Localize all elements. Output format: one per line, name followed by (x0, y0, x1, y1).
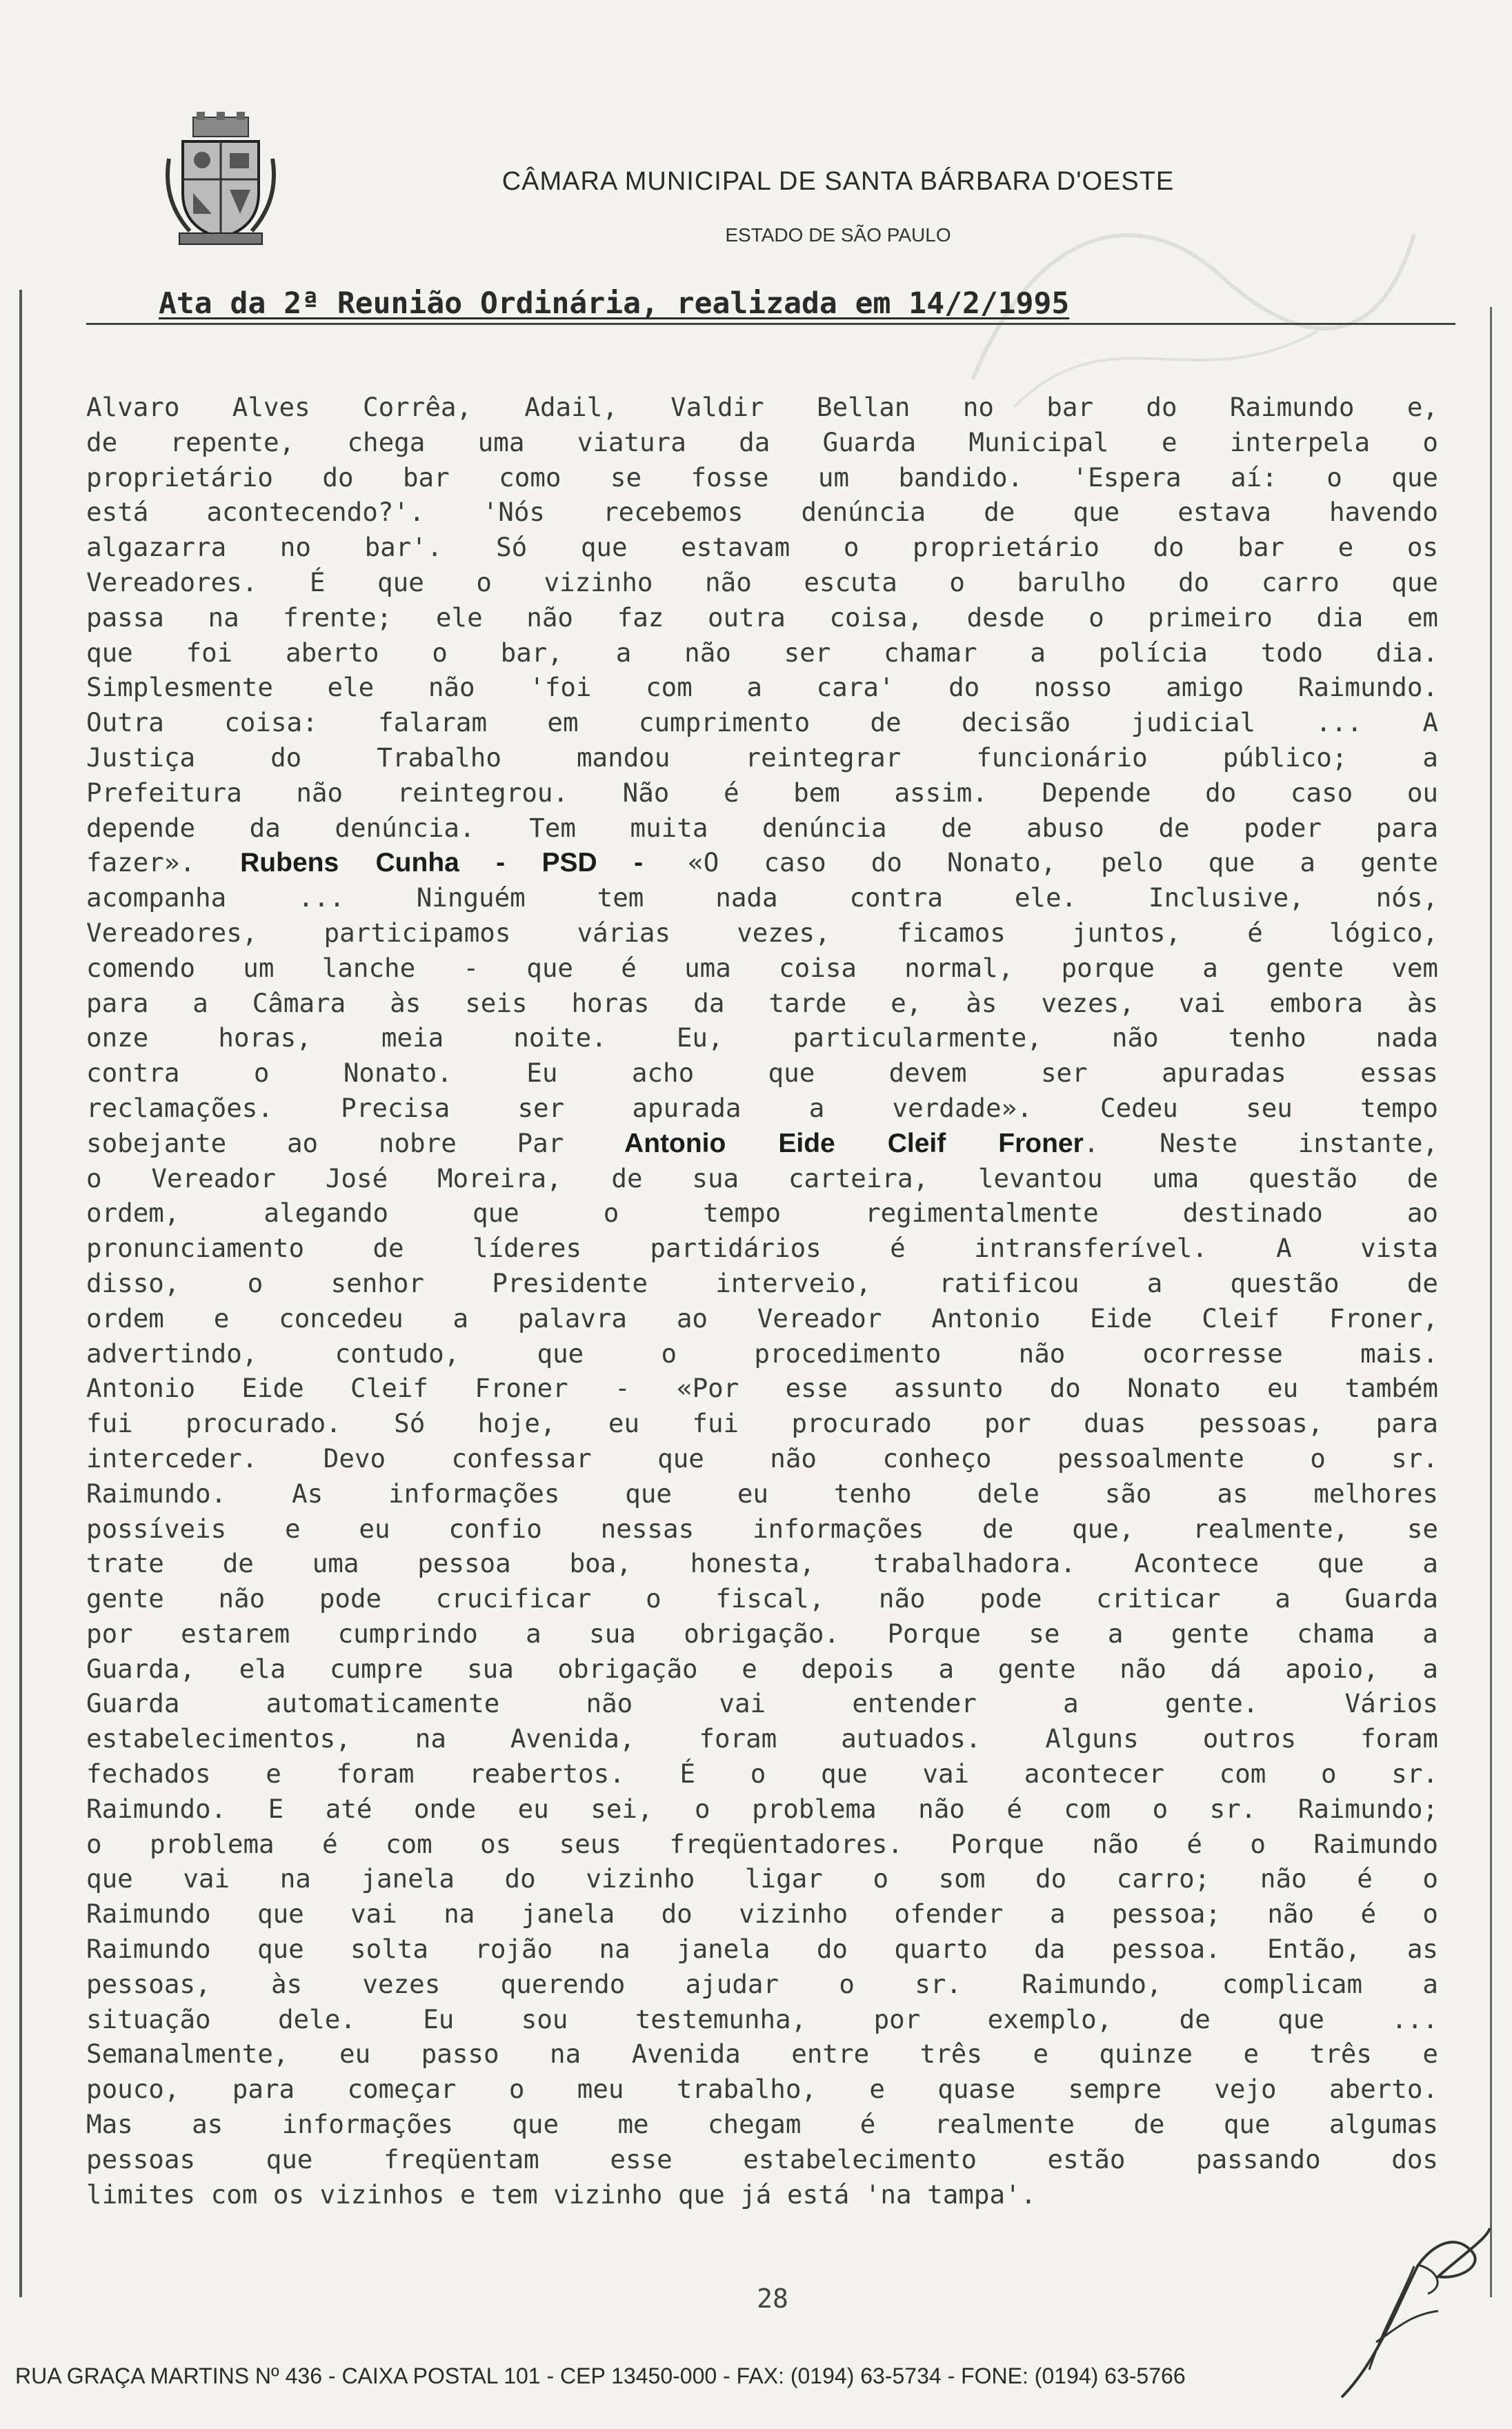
text-segment: Raimundo que vai na janela do vizinho ofender a pessoa; não é o (86, 1898, 1438, 1930)
text-segment: depende da denúncia. Tem muita denúncia de abuso de poder para (86, 812, 1438, 843)
text-line (86, 460, 1438, 495)
text-segment: para a Câmara às seis horas da tarde e, às vezes, vai embora às (86, 987, 1438, 1018)
text-line (86, 1756, 1438, 1792)
text-line (86, 1301, 1438, 1336)
text-line (86, 915, 1438, 951)
text-line (86, 565, 1438, 600)
text-line (86, 1896, 1438, 1932)
text-line (86, 2036, 1438, 2072)
page-number: 28 (757, 2283, 788, 2314)
text-segment: Raimundo. E até onde eu sei, o problema não é com o sr. Raimundo; (86, 1793, 1438, 1824)
text-line (86, 2002, 1438, 2037)
text-segment: proprietário do bar como se fosse um bandido. 'Espera aí: o que (86, 462, 1438, 493)
text-segment: Outra coisa: falaram em cumprimento de decisão judicial ... A (86, 707, 1438, 738)
text-segment: gente não pode crucificar o fiscal, não pode criticar a Guarda (86, 1583, 1438, 1614)
institution-name: CÂMARA MUNICIPAL DE SANTA BÁRBARA D'OESTE (501, 167, 1175, 196)
left-margin-rule (19, 290, 22, 2297)
text-line (86, 1020, 1438, 1055)
text-line (86, 425, 1438, 460)
text-segment: Guarda automaticamente não vai entender a gente. Vários (86, 1688, 1438, 1719)
text-segment: algazarra no bar'. Só que estavam o proprietário do bar e os (86, 532, 1438, 563)
text-segment: «O caso do Nonato, pelo que a gente (643, 847, 1438, 878)
text-line (86, 845, 1438, 880)
text-segment: Raimundo. As informações que eu tenho dele são as melhores (86, 1478, 1438, 1509)
text-segment: pronunciamento de líderes partidários é intransferível. A vista (86, 1233, 1438, 1264)
text-line (86, 1406, 1438, 1441)
text-segment: advertindo, contudo, que o procedimento não ocorresse mais. (86, 1338, 1438, 1369)
text-line (86, 1652, 1438, 1687)
text-segment: trate de uma pessoa boa, honesta, trabalhadora. Acontece que a (86, 1548, 1438, 1579)
document-title: Ata da 2ª Reunião Ordinária, realizada em 14/2/1995 (159, 286, 1070, 321)
text-line (86, 1721, 1438, 1756)
text-line (86, 1967, 1438, 2002)
text-line (86, 1546, 1438, 1581)
text-segment: estabelecimentos, na Avenida, foram autuados. Alguns outros foram (86, 1723, 1438, 1754)
text-segment: ordem, alegando que o tempo regimentalmente destinado ao (86, 1198, 1438, 1229)
text-line (86, 2072, 1438, 2107)
text-line (86, 2142, 1438, 2177)
text-segment: Guarda, ela cumpre sua obrigação e depois a gente não dá apoio, a (86, 1653, 1438, 1684)
text-line (86, 1932, 1438, 1967)
text-segment: limites com os vizinhos e tem vizinho que já está 'na tampa'. (86, 2179, 1037, 2210)
speaker-name: Rubens Cunha - PSD - (240, 848, 644, 878)
text-segment: Mas as informações que me chegam é realmente de que algumas (86, 2109, 1438, 2140)
text-line (86, 1161, 1438, 1196)
text-segment: Vereadores. É que o vizinho não escuta o barulho do carro que (86, 566, 1438, 597)
text-segment: ordem e concedeu a palavra ao Vereador Antonio Eide Cleif Froner, (86, 1302, 1438, 1334)
minutes-body (86, 390, 1438, 2212)
institution-state: ESTADO DE SÃO PAULO (725, 224, 951, 246)
text-segment: pessoas, às vezes querendo ajudar o sr. Raimundo, complicam a (86, 1968, 1438, 1999)
text-segment: situação dele. Eu sou testemunha, por exemplo, de que ... (86, 2003, 1438, 2034)
text-line (86, 670, 1438, 705)
text-line (86, 1686, 1438, 1721)
text-segment: por estarem cumprindo a sua obrigação. Porque se a gente chama a (86, 1618, 1438, 1649)
text-line (86, 1827, 1438, 1862)
text-line (86, 986, 1438, 1021)
text-segment: comendo um lanche - que é uma coisa normal, porque a gente vem (86, 952, 1438, 983)
text-line (86, 740, 1438, 775)
text-segment: fui procurado. Só hoje, eu fui procurado por duas pessoas, para (86, 1408, 1438, 1439)
text-line (86, 880, 1438, 915)
text-line (86, 811, 1438, 846)
text-segment: está acontecendo?'. 'Nós recebemos denúncia de que estava havendo (86, 497, 1438, 528)
text-segment: . Neste instante, (1083, 1127, 1438, 1158)
municipal-crest-icon (162, 110, 279, 248)
text-line (86, 1196, 1438, 1231)
text-line (86, 1581, 1438, 1616)
text-line (86, 1476, 1438, 1511)
text-line (86, 1511, 1438, 1547)
text-line (86, 530, 1438, 565)
text-line (86, 951, 1438, 986)
text-segment: fazer». (86, 847, 241, 878)
text-segment: Alvaro Alves Corrêa, Adail, Valdir Bellan no bar do Raimundo e, (86, 392, 1438, 422)
text-segment: acompanha ... Ninguém tem nada contra ele. Inclusive, nós, (86, 882, 1438, 913)
text-segment: Prefeitura não reintegrou. Não é bem assim. Depende do caso ou (86, 777, 1438, 808)
text-segment: de repente, chega uma viatura da Guarda Municipal e interpela o (86, 426, 1438, 457)
text-segment: onze horas, meia noite. Eu, particularmente, não tenho nada (86, 1022, 1438, 1053)
text-segment: pouco, para começar o meu trabalho, e quase sempre vejo aberto. (86, 2074, 1438, 2105)
text-line (86, 390, 1438, 425)
text-segment: que vai na janela do vizinho ligar o som do carro; não é o (86, 1863, 1438, 1894)
text-line (86, 1861, 1438, 1896)
text-segment: o problema é com os seus freqüentadores. Porque não é o Raimundo (86, 1828, 1438, 1859)
text-line (86, 495, 1438, 530)
text-segment: Antonio Eide Cleif Froner - «Por esse assunto do Nonato eu também (86, 1373, 1438, 1404)
text-segment: Raimundo que solta rojão na janela do quarto da pessoa. Então, as (86, 1934, 1438, 1965)
text-line (86, 2107, 1438, 2142)
text-line (86, 1336, 1438, 1371)
text-segment: o Vereador José Moreira, de sua carteira, levantou uma questão de (86, 1162, 1438, 1193)
text-segment: contra o Nonato. Eu acho que devem ser apuradas essas (86, 1058, 1438, 1089)
text-line (86, 635, 1438, 671)
text-segment: pessoas que freqüentam esse estabelecimento estão passando dos (86, 2143, 1438, 2174)
text-line (86, 1055, 1438, 1091)
footer-address: RUA GRAÇA MARTINS Nº 436 - CAIXA POSTAL 101 - CEP 13450-000 - FAX: (0194) 63-5734 - FONE: (0194) 63-5766 (15, 2363, 1186, 2388)
text-segment: Justiça do Trabalho mandou reintegrar funcionário público; a (86, 742, 1438, 773)
text-segment: Semanalmente, eu passo na Avenida entre três e quinze e três e (86, 2039, 1438, 2070)
text-segment: Vereadores, participamos várias vezes, ficamos juntos, é lógico, (86, 917, 1438, 948)
text-segment: possíveis e eu confio nessas informações de que, realmente, se (86, 1513, 1438, 1544)
text-segment: passa na frente; ele não faz outra coisa, desde o primeiro dia em (86, 602, 1438, 633)
text-segment: Simplesmente ele não 'foi com a cara' do nosso amigo Raimundo. (86, 672, 1438, 703)
title-rule (86, 323, 1455, 325)
text-segment: que foi aberto o bar, a não ser chamar a polícia todo dia. (86, 637, 1438, 668)
text-line (86, 2177, 1438, 2212)
text-line (86, 775, 1438, 811)
text-line (86, 1266, 1438, 1301)
text-segment: reclamações. Precisa ser apurada a verdade». Cedeu seu tempo (86, 1092, 1438, 1123)
text-line (86, 1792, 1438, 1827)
right-margin-rule (1490, 307, 1492, 2297)
speaker-name: Antonio Eide Cleif Froner (624, 1128, 1084, 1158)
text-line (86, 1441, 1438, 1476)
text-segment: sobejante ao nobre Par (86, 1127, 625, 1158)
text-segment: disso, o senhor Presidente interveio, ratificou a questão de (86, 1267, 1438, 1298)
text-line (86, 1371, 1438, 1406)
text-line (86, 600, 1438, 635)
text-segment: fechados e foram reabertos. É o que vai acontecer com o sr. (86, 1758, 1438, 1789)
text-line (86, 1616, 1438, 1652)
text-line (86, 1231, 1438, 1266)
text-segment: interceder. Devo confessar que não conheço pessoalmente o sr. (86, 1442, 1438, 1474)
text-line (86, 1126, 1438, 1161)
text-line (86, 705, 1438, 740)
text-line (86, 1091, 1438, 1126)
